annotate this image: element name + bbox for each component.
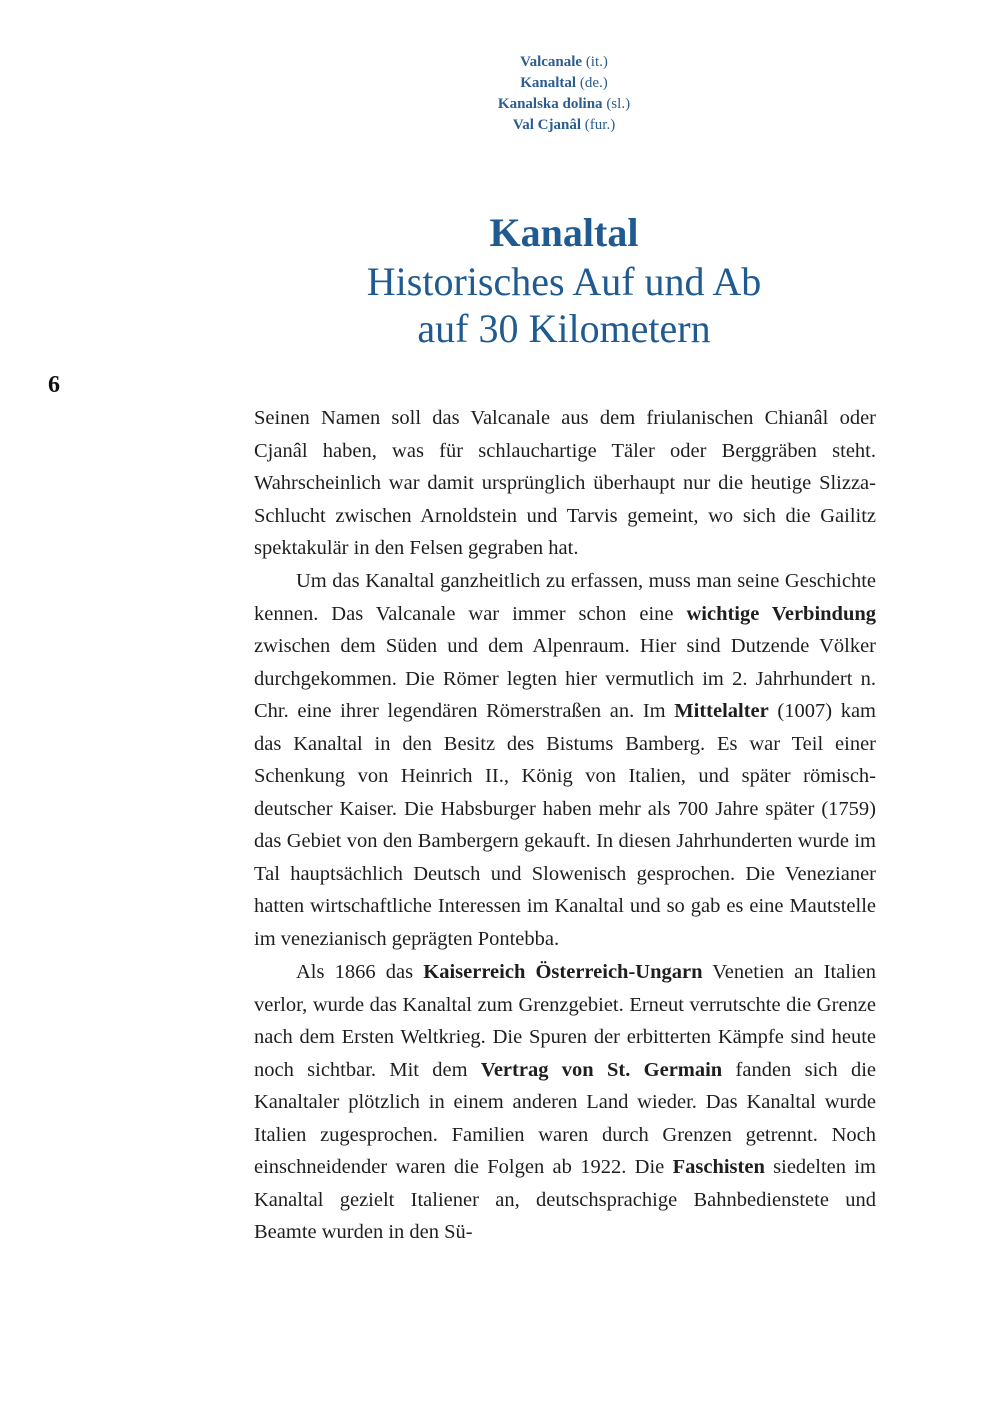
place-name-de: Kanaltal (de.): [520, 75, 608, 91]
page-number: 6: [48, 372, 60, 398]
place-name-it: Valcanale (it.): [520, 54, 608, 70]
paragraph-3: Als 1866 das Kaiserreich Österreich-Ungarn Venetien an Italien verlor, wurde das Kanaltal zum Grenzgebiet. Erneut verrutschte die Grenze nach dem Ersten Weltkrieg. Die Spuren der erbitterten Kämpfe sind heute noch sichtbar. Mit dem Vertrag von St. Germain fanden sich die Kanaltaler plötzlich in einem anderen Land wieder. Das Kanaltal wurde Italien zugesprochen. Familien waren durch Grenzen getrennt. Noch einschneidender waren die Folgen ab 1922. Die Faschisten siedelten im Kanaltal gezielt Italiener an, deutschsprachige Bahnbedienstete und Beamte wurden in den Sü-: [254, 961, 877, 1244]
chapter-title: [0, 208, 1000, 352]
place-name-sl: Kanalska dolina (sl.): [497, 96, 631, 112]
place-name-fur: Val Cjanâl (fur.): [512, 117, 616, 133]
body-text: [254, 402, 876, 1250]
chapter-subtitle-line-2: auf 30 Kilometern: [417, 306, 711, 351]
chapter-subtitle-line-1: Historisches Auf und Ab: [366, 259, 762, 304]
chapter-title-main: Kanaltal: [489, 210, 639, 255]
paragraph-1: Seinen Namen soll das Valcanale aus dem friulanischen Chianâl oder Cjanâl haben, was für schlauchartige Täler oder Berggräben steht. Wahrscheinlich war damit ursprünglich überhaupt nur die heutige Slizza-Schlucht zwischen Arnoldstein und Tarvis gemeint, wo sich die Gailitz spektakulär in den Felsen gegraben hat.: [254, 407, 876, 559]
place-names: [0, 52, 1000, 136]
paragraph-2: Um das Kanaltal ganzheitlich zu erfassen, muss man seine Geschichte kennen. Das Valcanale war immer schon eine wichtige Verbindung zwischen dem Süden und dem Alpenraum. Hier sind Dutzende Völker durchgekommen. Die Römer legten hier vermutlich im 2. Jahrhundert n. Chr. eine ihrer legendären Römerstraßen an. Im Mittelalter (1007) kam das Kanaltal in den Besitz des Bistums Bamberg. Es war Teil einer Schenkung von Heinrich II., König von Italien, und später römisch-deutscher Kaiser. Die Habsburger haben mehr als 700 Jahre später (1759) das Gebiet von den Bambergern gekauft. In diesen Jahrhunderten wurde im Tal hauptsächlich Deutsch und Slowenisch gesprochen. Die Venezianer hatten wirtschaftliche Interessen im Kanaltal und so gab es eine Mautstelle im venezianisch geprägten Pontebba.: [254, 570, 877, 950]
